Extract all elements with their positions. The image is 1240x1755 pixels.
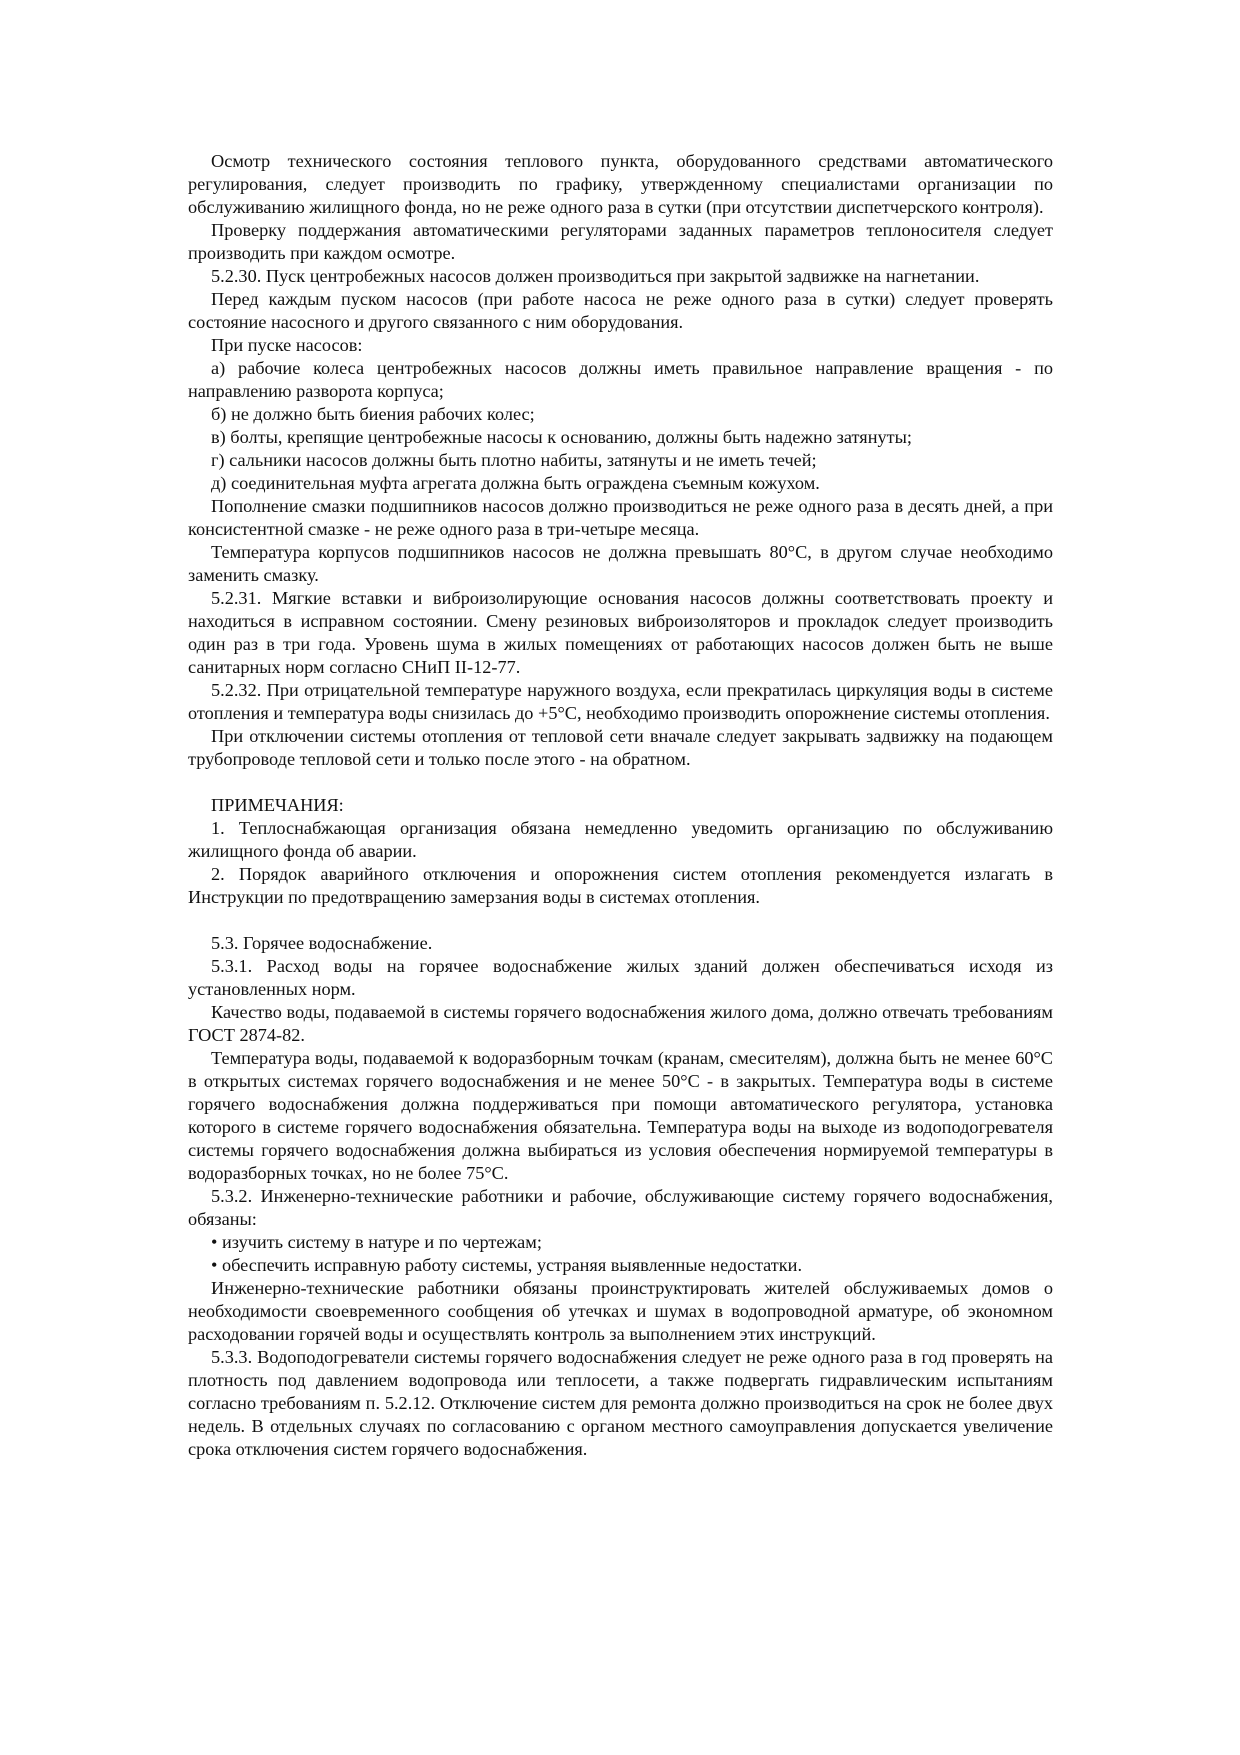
bullet-item-study-system: • изучить систему в натуре и по чертежам; [211, 1232, 542, 1252]
paragraph-disconnection-order: При отключении системы отопления от тепловой сети вначале следует закрывать задвижку на подающем трубопроводе тепловой сети и только после этого - на обратном. [188, 726, 1053, 769]
paragraph-water-quality: Качество воды, подаваемой в системы горячего водоснабжения жилого дома, должно отвечать требованиям ГОСТ 2874-82. [188, 1002, 1053, 1045]
spacer [188, 771, 1053, 794]
paragraph-5-2-31: 5.2.31. Мягкие вставки и виброизолирующие основания насосов должны соответствовать проекту и находиться в исправном состоянии. Смену резиновых виброизоляторов и прокладок следует производить один раз в три года. Уровень шума в жилых помещениях от работающих насосов должен быть не выше санитарных норм согласно СНиП II-12-77. [188, 588, 1053, 677]
section-heading-5-3: 5.3. Горячее водоснабжение. [211, 933, 433, 953]
spacer [188, 909, 1053, 932]
list-item-d: д) соединительная муфта агрегата должна быть ограждена съемным кожухом. [211, 473, 820, 493]
bullet-item-ensure-operation: • обеспечить исправную работу системы, устраняя выявленные недостатки. [211, 1255, 803, 1275]
list-item-a: а) рабочие колеса центробежных насосов должны иметь правильное направление вращения - по направлению разворота корпуса; [188, 358, 1053, 401]
note-item-2: 2. Порядок аварийного отключения и опорожнения систем отопления рекомендуется излагать в Инструкции по предотвращению замерзания воды в системах отопления. [188, 864, 1053, 907]
paragraph-regulator-check: Проверку поддержания автоматическими регуляторами заданных параметров теплоносителя следует производить при каждом осмотре. [188, 220, 1053, 263]
list-item-b: б) не должно быть биения рабочих колес; [211, 404, 535, 424]
paragraph-pump-pre-start-check: Перед каждым пуском насосов (при работе насоса не реже одного раза в сутки) следует проверять состояние насосного и другого связанного с ним оборудования. [188, 289, 1053, 332]
paragraph-residents-instruction: Инженерно-технические работники обязаны проинструктировать жителей обслуживаемых домов о необходимости своевременного сообщения об утечках и шумах в водопроводной арматуре, об экономном расходовании горячей воды и осуществлять контроль за выполнением этих инструкций. [188, 1278, 1053, 1344]
paragraph-water-temperature: Температура воды, подаваемой к водоразборным точкам (кранам, смесителям), должна быть не менее 60°С в открытых системах горячего водоснабжения и не менее 50°С - в закрытых. Температура воды в системе горячего водоснабжения должна поддерживаться при помощи автоматического регулятора, установка которого в системе горячего водоснабжения обязательна. Температура воды на выходе из водоподогревателя системы горячего водоснабжения должна выбираться из условия обеспечения нормируемой температуры в водоразборных точках, но не более 75°С. [188, 1048, 1053, 1183]
paragraph-5-3-3: 5.3.3. Водоподогреватели системы горячего водоснабжения следует не реже одного раза в год проверять на плотность под давлением водопровода или теплосети, а также подвергать гидравлическим испытаниям согласно требованиям п. 5.2.12. Отключение систем для ремонта должно производиться на срок не более двух недель. В отдельных случаях по согласованию с органом местного самоуправления допускается увеличение срока отключения систем горячего водоснабжения. [188, 1347, 1053, 1459]
paragraph-bearing-temperature: Температура корпусов подшипников насосов не должна превышать 80°С, в другом случае необходимо заменить смазку. [188, 542, 1053, 585]
list-item-v: в) болты, крепящие центробежные насосы к основанию, должны быть надежно затянуты; [211, 427, 912, 447]
paragraph-pump-start-intro: При пуске насосов: [211, 335, 363, 355]
paragraph-inspection-schedule: Осмотр технического состояния теплового пункта, оборудованного средствами автоматического регулирования, следует производить по графику, утвержденному специалистами организации по обслуживанию жилищного фонда, но не реже одного раза в сутки (при отсутствии диспетчерского контроля). [188, 151, 1053, 217]
document-page [188, 150, 1053, 1461]
list-item-g: г) сальники насосов должны быть плотно набиты, затянуты и не иметь течей; [211, 450, 817, 470]
note-item-1: 1. Теплоснабжающая организация обязана немедленно уведомить организацию по обслуживанию жилищного фонда об аварии. [188, 818, 1053, 861]
notes-heading: ПРИМЕЧАНИЯ: [211, 795, 344, 815]
paragraph-5-3-1: 5.3.1. Расход воды на горячее водоснабжение жилых зданий должен обеспечиваться исходя из установленных норм. [188, 956, 1053, 999]
paragraph-5-2-30: 5.2.30. Пуск центробежных насосов должен производиться при закрытой задвижке на нагнетании. [211, 266, 980, 286]
paragraph-5-3-2: 5.3.2. Инженерно-технические работники и рабочие, обслуживающие систему горячего водоснабжения, обязаны: [188, 1186, 1053, 1229]
paragraph-5-2-32: 5.2.32. При отрицательной температуре наружного воздуха, если прекратилась циркуляция воды в системе отопления и температура воды снизилась до +5°С, необходимо производить опорожнение системы отопления. [188, 680, 1053, 723]
paragraph-bearing-lubrication: Пополнение смазки подшипников насосов должно производиться не реже одного раза в десять дней, а при консистентной смазке - не реже одного раза в три-четыре месяца. [188, 496, 1053, 539]
